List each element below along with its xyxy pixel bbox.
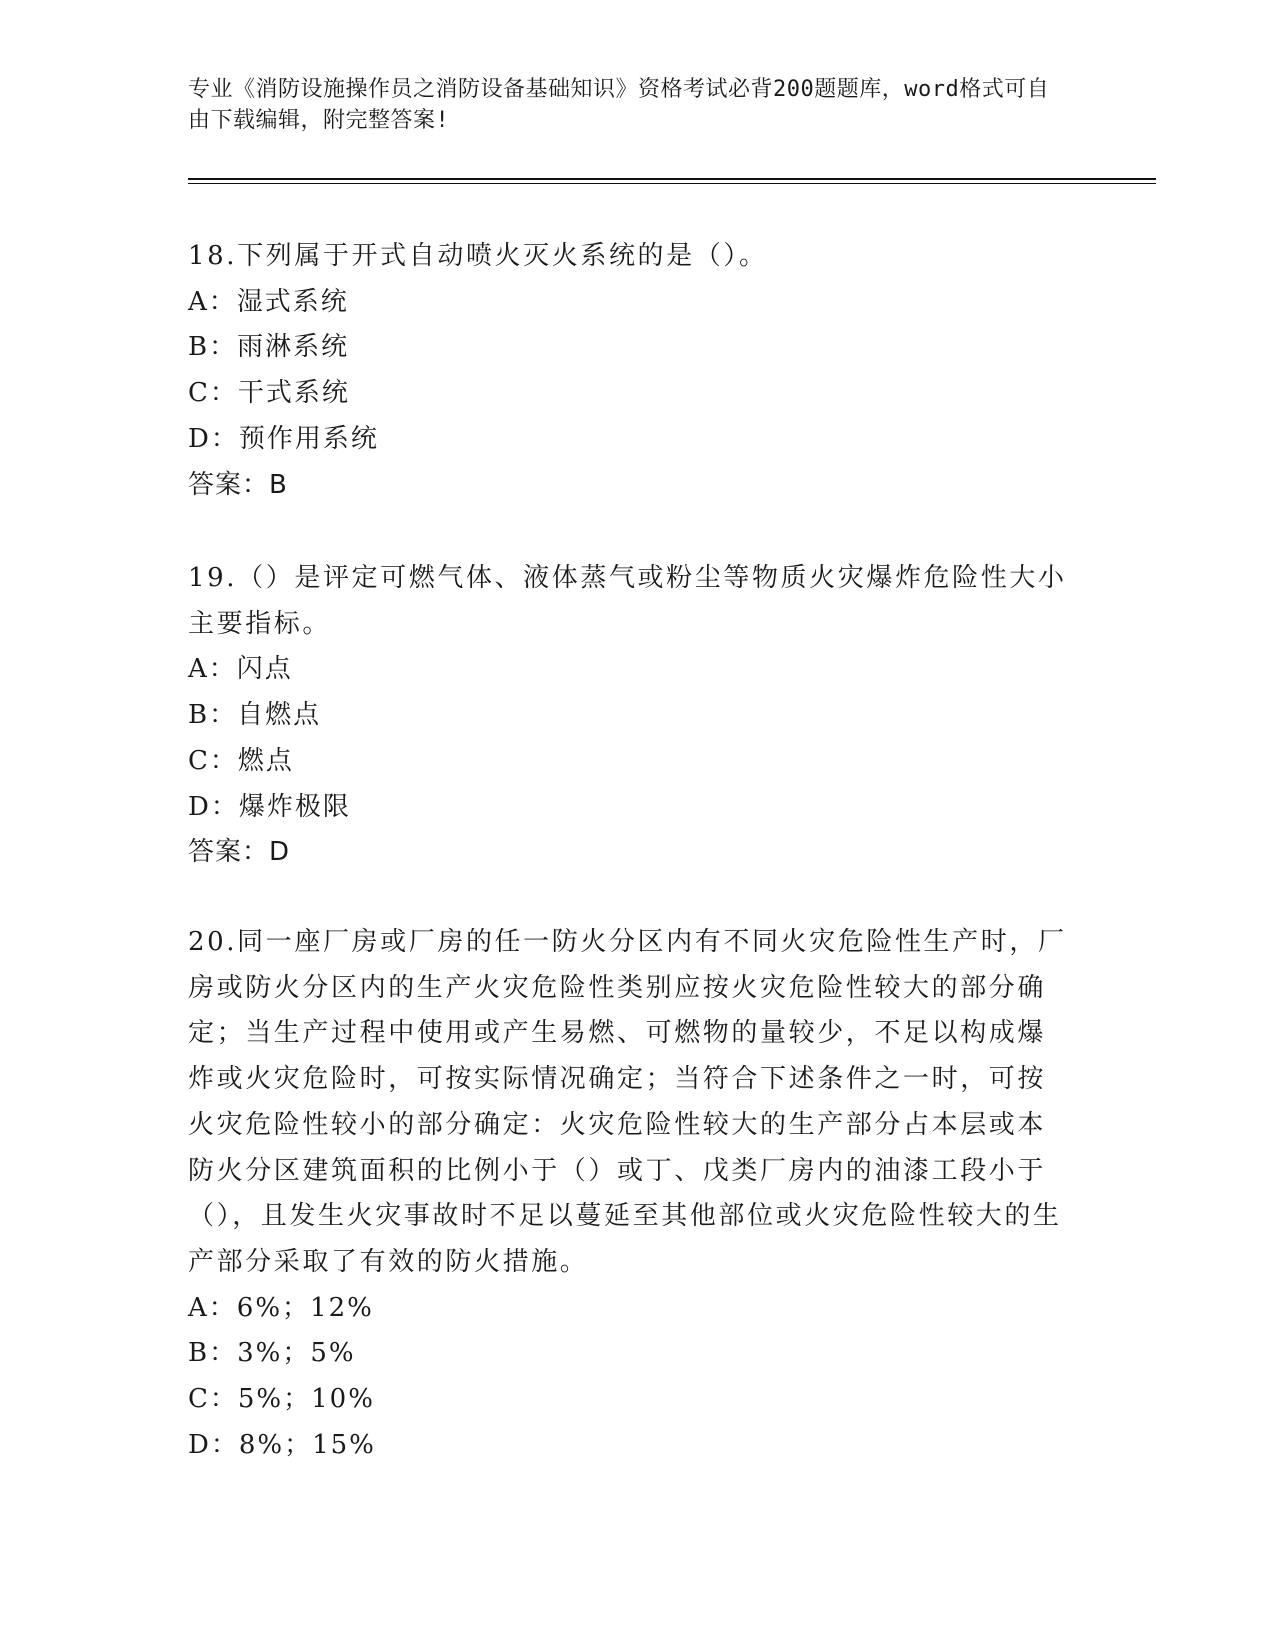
- option-b: B：雨淋系统: [188, 332, 350, 363]
- question-19: [188, 556, 1068, 876]
- answer: 答案：D: [188, 837, 291, 868]
- question-18: [188, 234, 1068, 508]
- option-c: C：5%；10%: [188, 1384, 375, 1415]
- question-20: [188, 920, 1068, 1468]
- header-title: 专业《消防设施操作员之消防设备基础知识》资格考试必背200题题库，word格式可自由下载编辑，附完整答案!: [188, 77, 1050, 133]
- option-c: C：燃点: [188, 745, 294, 776]
- answer: 答案：B: [188, 469, 288, 500]
- option-b: B：3%；5%: [188, 1338, 356, 1369]
- option-d: D：爆炸极限: [188, 791, 351, 822]
- option-a: A：6%；12%: [188, 1292, 374, 1323]
- option-c: C：干式系统: [188, 378, 350, 409]
- document-header: [188, 74, 1068, 136]
- header-divider-thin: [188, 183, 1156, 184]
- question-stem: 18.下列属于开式自动喷火灭火系统的是（）。: [188, 241, 768, 271]
- question-stem: 19.（）是评定可燃气体、液体蒸气或粉尘等物质火灾爆炸危险性大小主要指标。: [188, 563, 1067, 639]
- option-a: A：闪点: [188, 654, 293, 685]
- option-d: D：8%；15%: [188, 1429, 376, 1460]
- option-a: A：湿式系统: [188, 286, 349, 317]
- header-divider-thick: [188, 178, 1156, 180]
- question-stem: 20.同一座厂房或厂房的任一防火分区内有不同火灾危险性生产时，厂房或防火分区内的生产火灾危险性类别应按火灾危险性较大的部分确定；当生产过程中使用或产生易燃、可燃物的量较少，不足以构成爆炸或火灾危险时，可按实际情况确定；当符合下述条件之一时，可按火灾危险性较小的部分确定：火灾危险性较大的生产部分占本层或本防火分区建筑面积的比例小于（）或丁、戊类厂房内的油漆工段小于（），且发生火灾事故时不足以蔓延至其他部位或火灾危险性较大的生产部分采取了有效的防火措施。: [188, 927, 1067, 1277]
- option-d: D：预作用系统: [188, 423, 379, 454]
- option-b: B：自燃点: [188, 700, 322, 731]
